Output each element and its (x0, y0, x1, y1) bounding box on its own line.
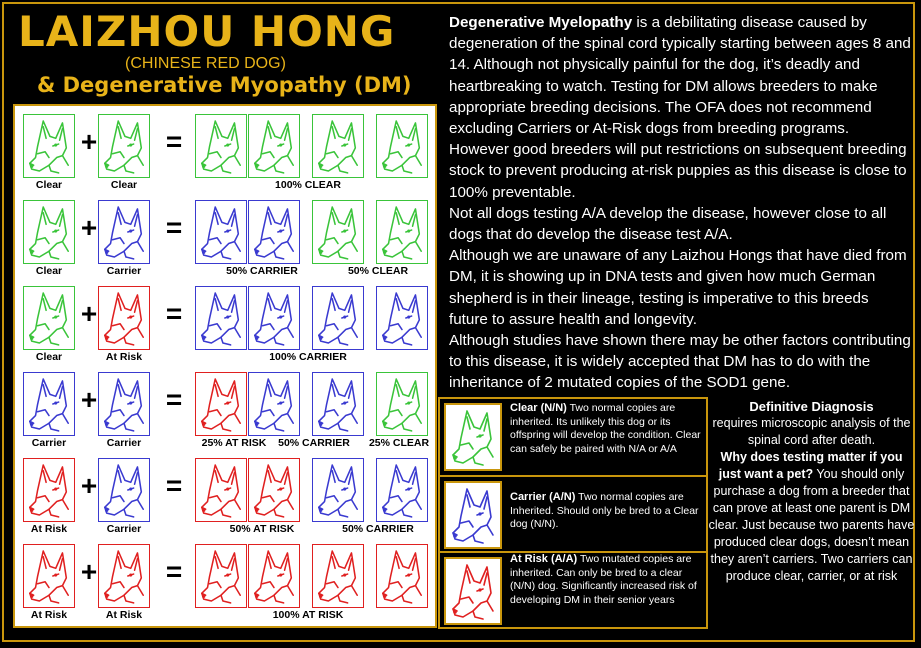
german-shepherd-head-icon (23, 286, 75, 350)
description-p3: Although we are unaware of any Laizhou Hongs that have died from DM, it is showing up in DNA tests and given how much German shepherd is in their lineage, testing is imperative to this breeds future to assure health and longevity. (449, 247, 907, 328)
status-legend (438, 397, 708, 629)
german-shepherd-head-icon (23, 200, 75, 264)
equals-sign: = (165, 126, 183, 157)
german-shepherd-head-icon (376, 114, 428, 178)
german-shepherd-head-icon (195, 544, 247, 608)
legend-heading: Clear (N/N) (510, 402, 567, 414)
german-shepherd-head-icon (248, 544, 300, 608)
matrix-row (15, 106, 435, 192)
plus-sign: + (80, 556, 98, 587)
german-shepherd-head-icon (312, 372, 364, 436)
parent-label: At Risk (30, 609, 68, 621)
german-shepherd-head-icon (98, 200, 150, 264)
german-shepherd-head-icon (376, 372, 428, 436)
legend-text: Two mutated copies are inherited. Can only be bred to a clear (N/N) dog. Significantly increased risk of developing DM in their senior years (510, 553, 697, 606)
german-shepherd-head-icon (312, 544, 364, 608)
parent-label: Clear (110, 179, 138, 191)
result-label: 50% AT RISK (229, 523, 295, 535)
legend-text: Two normal copies are Inherited. Should only be bred to a Clear dog (N/N). (510, 491, 699, 530)
result-label: 50% CLEAR (347, 265, 409, 277)
legend-heading: Carrier (A/N) (510, 491, 576, 503)
diagnosis-question: Why does testing matter if you just want a pet? (718, 450, 903, 481)
german-shepherd-head-icon (376, 200, 428, 264)
german-shepherd-head-icon (312, 286, 364, 350)
plus-sign: + (80, 212, 98, 243)
equals-sign: = (165, 298, 183, 329)
german-shepherd-head-icon (444, 481, 502, 549)
german-shepherd-head-icon (195, 286, 247, 350)
page-title: LAIZHOU HONG (18, 7, 396, 56)
matrix-row (15, 192, 435, 278)
plus-sign: + (80, 384, 98, 415)
german-shepherd-head-icon (248, 200, 300, 264)
matrix-row (15, 450, 435, 536)
german-shepherd-head-icon (248, 286, 300, 350)
diagnosis-answer: You should only purchase a dog from a breeder that can prove at least one parent is DM clear. Just because two parents have produced clear dogs, doesn’t mean they aren’t carriers. Two carriers can produce clear, carrier, or at risk (708, 467, 915, 583)
result-label: 25% CLEAR (368, 437, 430, 449)
parent-label: Carrier (106, 523, 142, 535)
german-shepherd-head-icon (248, 458, 300, 522)
german-shepherd-head-icon (312, 114, 364, 178)
parent-label: Clear (35, 265, 63, 277)
description-p1: is a debilitating disease caused by degeneration of the spinal cord typically starting between ages 8 and 14. Although not physically painful for the dog, it’s deadly and heartbreaking to watch. Testing for DM allows breeders to make appropriate breeding decisions. The OFA does not recommend excluding Carriers or At-Risk dogs from breeding programs. However good breeders will put restrictions on subsequent breeding stock to prevent producing at-risk puppies as this disease is close to 100% preventable. (449, 14, 911, 201)
german-shepherd-head-icon (444, 403, 502, 471)
description-text (449, 12, 911, 394)
diagnosis-panel (708, 398, 915, 585)
plus-sign: + (80, 126, 98, 157)
legend-item-carrier (440, 477, 706, 553)
parent-label: At Risk (105, 351, 143, 363)
page-subheading: & Degenerative Myopathy (DM) (37, 73, 412, 97)
german-shepherd-head-icon (23, 544, 75, 608)
parent-label: At Risk (30, 523, 68, 535)
result-label: 25% AT RISK (201, 437, 267, 449)
german-shepherd-head-icon (98, 544, 150, 608)
legend-item-clear (440, 399, 706, 475)
parent-label: Carrier (106, 437, 142, 449)
parent-label: Carrier (106, 265, 142, 277)
german-shepherd-head-icon (23, 458, 75, 522)
german-shepherd-head-icon (312, 458, 364, 522)
german-shepherd-head-icon (98, 458, 150, 522)
german-shepherd-head-icon (248, 372, 300, 436)
german-shepherd-head-icon (23, 372, 75, 436)
parent-label: Clear (35, 351, 63, 363)
legend-heading: At Risk (A/A) (510, 553, 578, 565)
page-subtitle: (CHINESE RED DOG) (125, 55, 286, 72)
german-shepherd-head-icon (195, 200, 247, 264)
german-shepherd-head-icon (248, 114, 300, 178)
equals-sign: = (165, 470, 183, 501)
parent-label: Carrier (31, 437, 67, 449)
description-p2: Not all dogs testing A/A develop the disease, however close to all dogs that do develop the disease test A/A. (449, 204, 887, 244)
legend-text: Two normal copies are inherited. Its unlikely this dog or its offspring will develop the condition. Clear can safely be paired with N/A or A/A (510, 402, 701, 455)
equals-sign: = (165, 384, 183, 415)
german-shepherd-head-icon (98, 372, 150, 436)
matrix-row (15, 364, 435, 450)
plus-sign: + (80, 470, 98, 501)
plus-sign: + (80, 298, 98, 329)
german-shepherd-head-icon (195, 372, 247, 436)
german-shepherd-head-icon (195, 458, 247, 522)
matrix-row (15, 278, 435, 364)
result-label: 50% CARRIER (278, 437, 350, 449)
equals-sign: = (165, 556, 183, 587)
description-term: Degenerative Myelopathy (449, 14, 633, 31)
german-shepherd-head-icon (98, 114, 150, 178)
result-label: 100% AT RISK (272, 609, 344, 621)
parent-label: Clear (35, 179, 63, 191)
matrix-row (15, 536, 435, 622)
german-shepherd-head-icon (376, 458, 428, 522)
german-shepherd-head-icon (98, 286, 150, 350)
diagnosis-text: requires microscopic analysis of the spinal cord after death. (712, 416, 911, 447)
legend-item-at-risk (440, 553, 706, 629)
german-shepherd-head-icon (23, 114, 75, 178)
equals-sign: = (165, 212, 183, 243)
result-label: 100% CLEAR (275, 179, 341, 191)
description-p4: Although studies have shown there may be other factors contributing to this disease, it is widely accepted that DM has to do with the inheritance of 2 mutated copies of the SOD1 gene. (449, 332, 911, 392)
parent-label: At Risk (105, 609, 143, 621)
result-label: 50% CARRIER (226, 265, 298, 277)
diagnosis-heading: Definitive Diagnosis (749, 399, 874, 414)
breeding-matrix (13, 104, 437, 628)
result-label: 100% CARRIER (269, 351, 347, 363)
german-shepherd-head-icon (376, 286, 428, 350)
german-shepherd-head-icon (444, 557, 502, 625)
result-label: 50% CARRIER (342, 523, 414, 535)
german-shepherd-head-icon (195, 114, 247, 178)
german-shepherd-head-icon (376, 544, 428, 608)
german-shepherd-head-icon (312, 200, 364, 264)
